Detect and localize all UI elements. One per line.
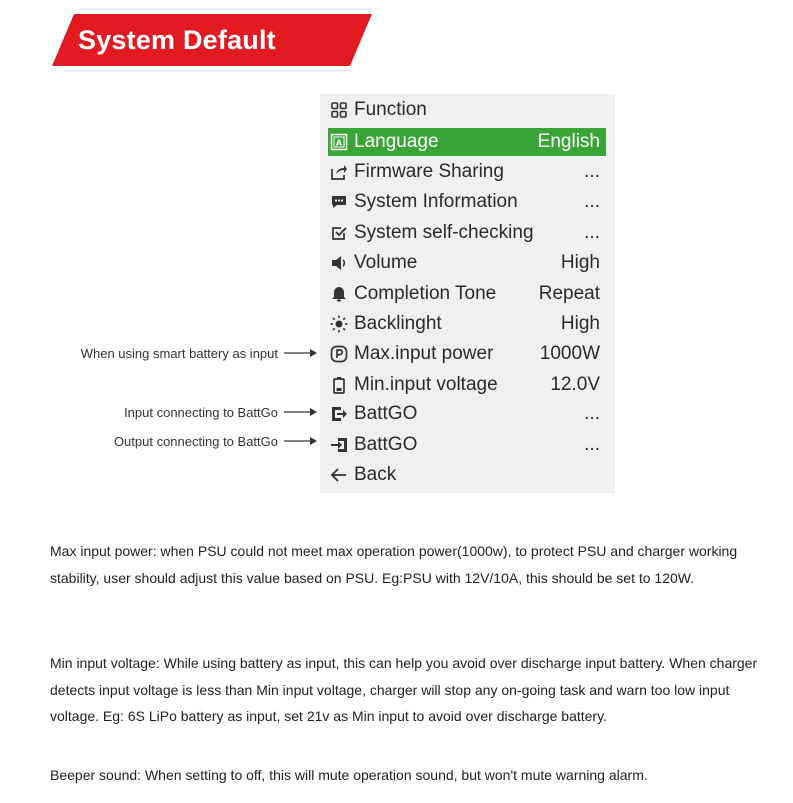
- arrow-left-icon: [328, 464, 350, 486]
- annotation-text: Output connecting to BattGo: [113, 433, 278, 449]
- share-icon: [328, 161, 350, 183]
- arrow-right-icon: [284, 407, 318, 417]
- menu-item-battgo-output[interactable]: [328, 431, 606, 459]
- paragraph-min-input-voltage: Min input voltage: While using battery as input, this can help you avoid over discharge input battery. When charger detects input voltage is less than Min input voltage, charger will stop any on-going task and warn too low input voltage. Eg: 6S LiPo battery as input, set 21v as Min input to avoid over discharge battery.: [50, 655, 758, 724]
- menu-item-min-input-voltage[interactable]: [328, 371, 606, 399]
- menu-item-label: Min.input voltage: [354, 374, 498, 395]
- menu-item-label: Volume: [354, 252, 418, 273]
- menu-item-label: System Information: [354, 191, 518, 212]
- annotation-text: Input connecting to BattGo: [124, 404, 278, 420]
- menu-item-label: Max.input power: [354, 343, 494, 364]
- menu-item-label: Back: [354, 464, 397, 485]
- menu-item-label: Language: [354, 131, 439, 152]
- menu-item-battgo-input[interactable]: [328, 400, 606, 428]
- menu-item-system-information[interactable]: [328, 188, 606, 216]
- menu-item-system-self-checking[interactable]: [328, 219, 606, 247]
- menu-item-language[interactable]: [328, 128, 606, 156]
- menu-item-completion-tone[interactable]: [328, 280, 606, 308]
- annotation-text: When using smart battery as input: [80, 345, 278, 361]
- svg-text:A: A: [335, 138, 343, 148]
- menu-item-value: Repeat: [538, 283, 600, 304]
- menu-item-label: BattGO: [354, 403, 418, 424]
- menu-item-label: System self-checking: [354, 222, 534, 243]
- menu-title: [328, 96, 606, 124]
- speaker-icon: [328, 252, 350, 274]
- menu-item-max-input-power[interactable]: [328, 340, 606, 368]
- menu-item-back[interactable]: [328, 461, 606, 489]
- menu-item-backlight[interactable]: [328, 310, 606, 338]
- menu-item-label: BattGO: [354, 434, 418, 455]
- menu-item-value: ...: [584, 434, 600, 455]
- menu-item-value: 1000W: [539, 343, 600, 364]
- power-p-icon: [328, 343, 350, 365]
- menu-item-value: ...: [584, 403, 600, 424]
- menu-item-value: ...: [584, 161, 600, 182]
- arrow-right-icon: [284, 436, 318, 446]
- sun-icon: [328, 313, 350, 335]
- paragraph-beeper-sound: Beeper sound: When setting to off, this will mute operation sound, but won't mute warning alarm.: [50, 767, 648, 783]
- bell-icon: [328, 283, 350, 305]
- menu-item-value: ...: [584, 191, 600, 212]
- chat-info-icon: [328, 191, 350, 213]
- menu-item-firmware-sharing[interactable]: [328, 158, 606, 186]
- annotation-output-battgo: [20, 432, 318, 450]
- grid-icon: [328, 99, 350, 121]
- menu-item-value: ...: [584, 222, 600, 243]
- arrow-right-icon: [284, 348, 318, 358]
- menu-title-label: Function: [354, 99, 427, 120]
- page-title: System Default: [78, 25, 276, 55]
- menu-item-value: English: [537, 131, 600, 152]
- menu-item-label: Backlinght: [354, 313, 442, 334]
- language-icon: [328, 131, 350, 153]
- menu-item-volume[interactable]: [328, 249, 606, 277]
- checkbox-icon: [328, 222, 350, 244]
- menu-item-value: 12.0V: [550, 374, 600, 395]
- menu-item-label: Completion Tone: [354, 283, 497, 304]
- login-icon: [328, 403, 350, 425]
- logout-icon: [328, 434, 350, 456]
- menu-item-value: High: [560, 313, 600, 334]
- battery-icon: [328, 374, 350, 396]
- menu-item-label: Firmware Sharing: [354, 161, 504, 182]
- menu-item-value: High: [560, 252, 600, 273]
- paragraph-max-input-power: Max input power: when PSU could not meet max operation power(1000w), to protect PSU and charger working stability, user should adjust this value based on PSU. Eg:PSU with 12V/10A, this should be set to 120W.: [50, 543, 738, 586]
- annotation-input-battgo: [20, 403, 318, 421]
- annotation-smart-battery: [20, 344, 318, 362]
